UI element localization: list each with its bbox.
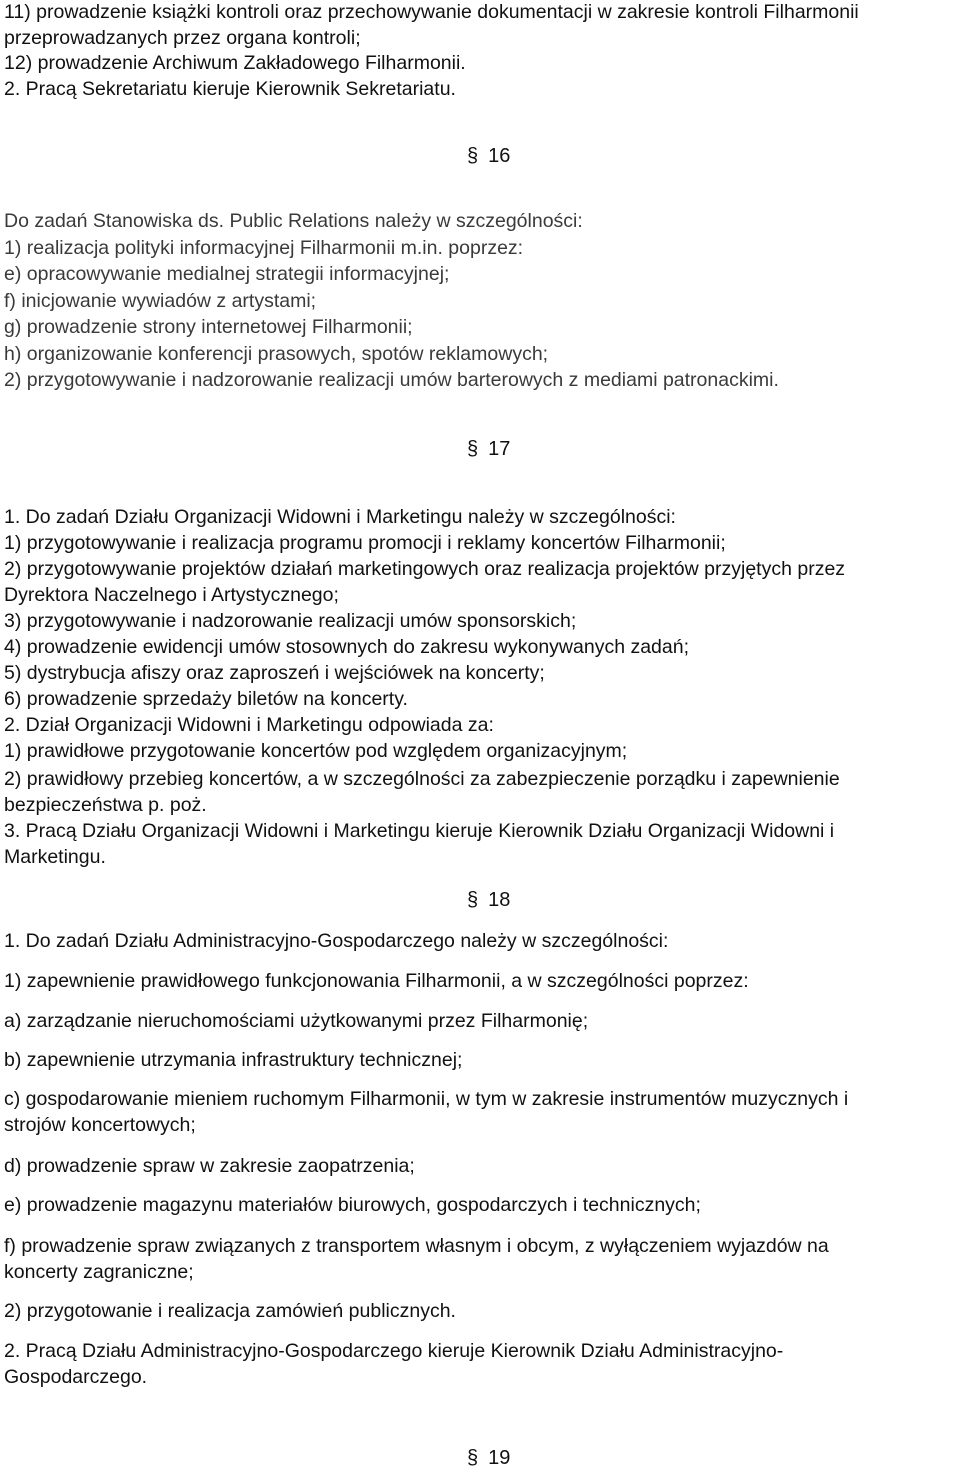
text-line: b) zapewnienie utrzymania infrastruktury technicznej; [4, 1049, 463, 1071]
text-line: 1) prawidłowe przygotowanie koncertów pod względem organizacyjnym; [4, 740, 628, 762]
text-line: e) opracowywanie medialnej strategii informacyjnej; [4, 263, 450, 285]
section-symbol: § [467, 889, 479, 911]
text-line: Dyrektora Naczelnego i Artystycznego; [4, 584, 339, 606]
text-line: Do zadań Stanowiska ds. Public Relations należy w szczególności: [4, 210, 583, 232]
text-line: 1) przygotowywanie i realizacja programu promocji i reklamy koncertów Filharmonii; [4, 532, 726, 554]
section-symbol: § [467, 145, 479, 167]
text-line: koncerty zagraniczne; [4, 1261, 194, 1283]
text-line: 2. Pracą Sekretariatu kieruje Kierownik Sekretariatu. [4, 78, 456, 100]
section-heading-17 [467, 438, 510, 460]
text-line: bezpieczeństwa p. poż. [4, 794, 207, 816]
text-line: 1. Do zadań Działu Organizacji Widowni i Marketingu należy w szczególności: [4, 506, 676, 528]
section-symbol: § [467, 438, 479, 460]
text-line: 1. Do zadań Działu Administracyjno-Gospodarczego należy w szczególności: [4, 930, 669, 952]
text-line: przeprowadzanych przez organa kontroli; [4, 27, 361, 49]
section-heading-18 [467, 889, 510, 911]
text-line: h) organizowanie konferencji prasowych, spotów reklamowych; [4, 343, 549, 365]
text-line: Marketingu. [4, 846, 106, 868]
text-line: 1) realizacja polityki informacyjnej Filharmonii m.in. poprzez: [4, 237, 524, 259]
text-line: f) prowadzenie spraw związanych z transportem własnym i obcym, z wyłączeniem wyjazdów na [4, 1235, 829, 1257]
text-line: d) prowadzenie spraw w zakresie zaopatrzenia; [4, 1155, 415, 1177]
section-symbol: § [467, 1447, 479, 1469]
text-line: strojów koncertowych; [4, 1114, 196, 1136]
text-line: g) prowadzenie strony internetowej Filharmonii; [4, 316, 413, 338]
text-line: 2) przygotowanie i realizacja zamówień publicznych. [4, 1300, 456, 1322]
section-heading-19 [467, 1447, 510, 1469]
text-line: 12) prowadzenie Archiwum Zakładowego Filharmonii. [4, 52, 466, 74]
section-number: 18 [488, 889, 511, 911]
text-line: 2) przygotowywanie projektów działań marketingowych oraz realizacja projektów przyjętych przez [4, 558, 846, 580]
text-line: 1) zapewnienie prawidłowego funkcjonowania Filharmonii, a w szczególności poprzez: [4, 970, 749, 992]
text-line: 2. Pracą Działu Administracyjno-Gospodarczego kieruje Kierownik Działu Administracyjno- [4, 1340, 784, 1362]
text-line: e) prowadzenie magazynu materiałów biurowych, gospodarczych i technicznych; [4, 1194, 701, 1216]
text-line: 2) przygotowywanie i nadzorowanie realizacji umów barterowych z mediami patronackimi. [4, 369, 779, 391]
text-line: 2. Dział Organizacji Widowni i Marketingu odpowiada za: [4, 714, 494, 736]
text-line: f) inicjowanie wywiadów z artystami; [4, 290, 317, 312]
text-line: 6) prowadzenie sprzedaży biletów na koncerty. [4, 688, 408, 710]
section-number: 19 [488, 1447, 511, 1469]
text-line: Gospodarczego. [4, 1366, 148, 1388]
text-line: 5) dystrybucja afiszy oraz zaproszeń i wejściówek na koncerty; [4, 662, 545, 684]
text-line: 3) przygotowywanie i nadzorowanie realizacji umów sponsorskich; [4, 610, 577, 632]
section-number: 16 [488, 145, 511, 167]
text-line: 2) prawidłowy przebieg koncertów, a w szczególności za zabezpieczenie porządku i zapewnienie [4, 768, 840, 790]
text-line: 11) prowadzenie książki kontroli oraz przechowywanie dokumentacji w zakresie kontroli Filharmonii [4, 1, 859, 23]
text-line: a) zarządzanie nieruchomościami użytkowanymi przez Filharmonię; [4, 1010, 589, 1032]
text-line: c) gospodarowanie mieniem ruchomym Filharmonii, w tym w zakresie instrumentów muzycznych i [4, 1088, 849, 1110]
section-heading-16 [467, 145, 510, 167]
text-line: 4) prowadzenie ewidencji umów stosownych do zakresu wykonywanych zadań; [4, 636, 690, 658]
text-line: 3. Pracą Działu Organizacji Widowni i Marketingu kieruje Kierownik Działu Organizacji Widowni i [4, 820, 835, 842]
section-number: 17 [488, 438, 511, 460]
